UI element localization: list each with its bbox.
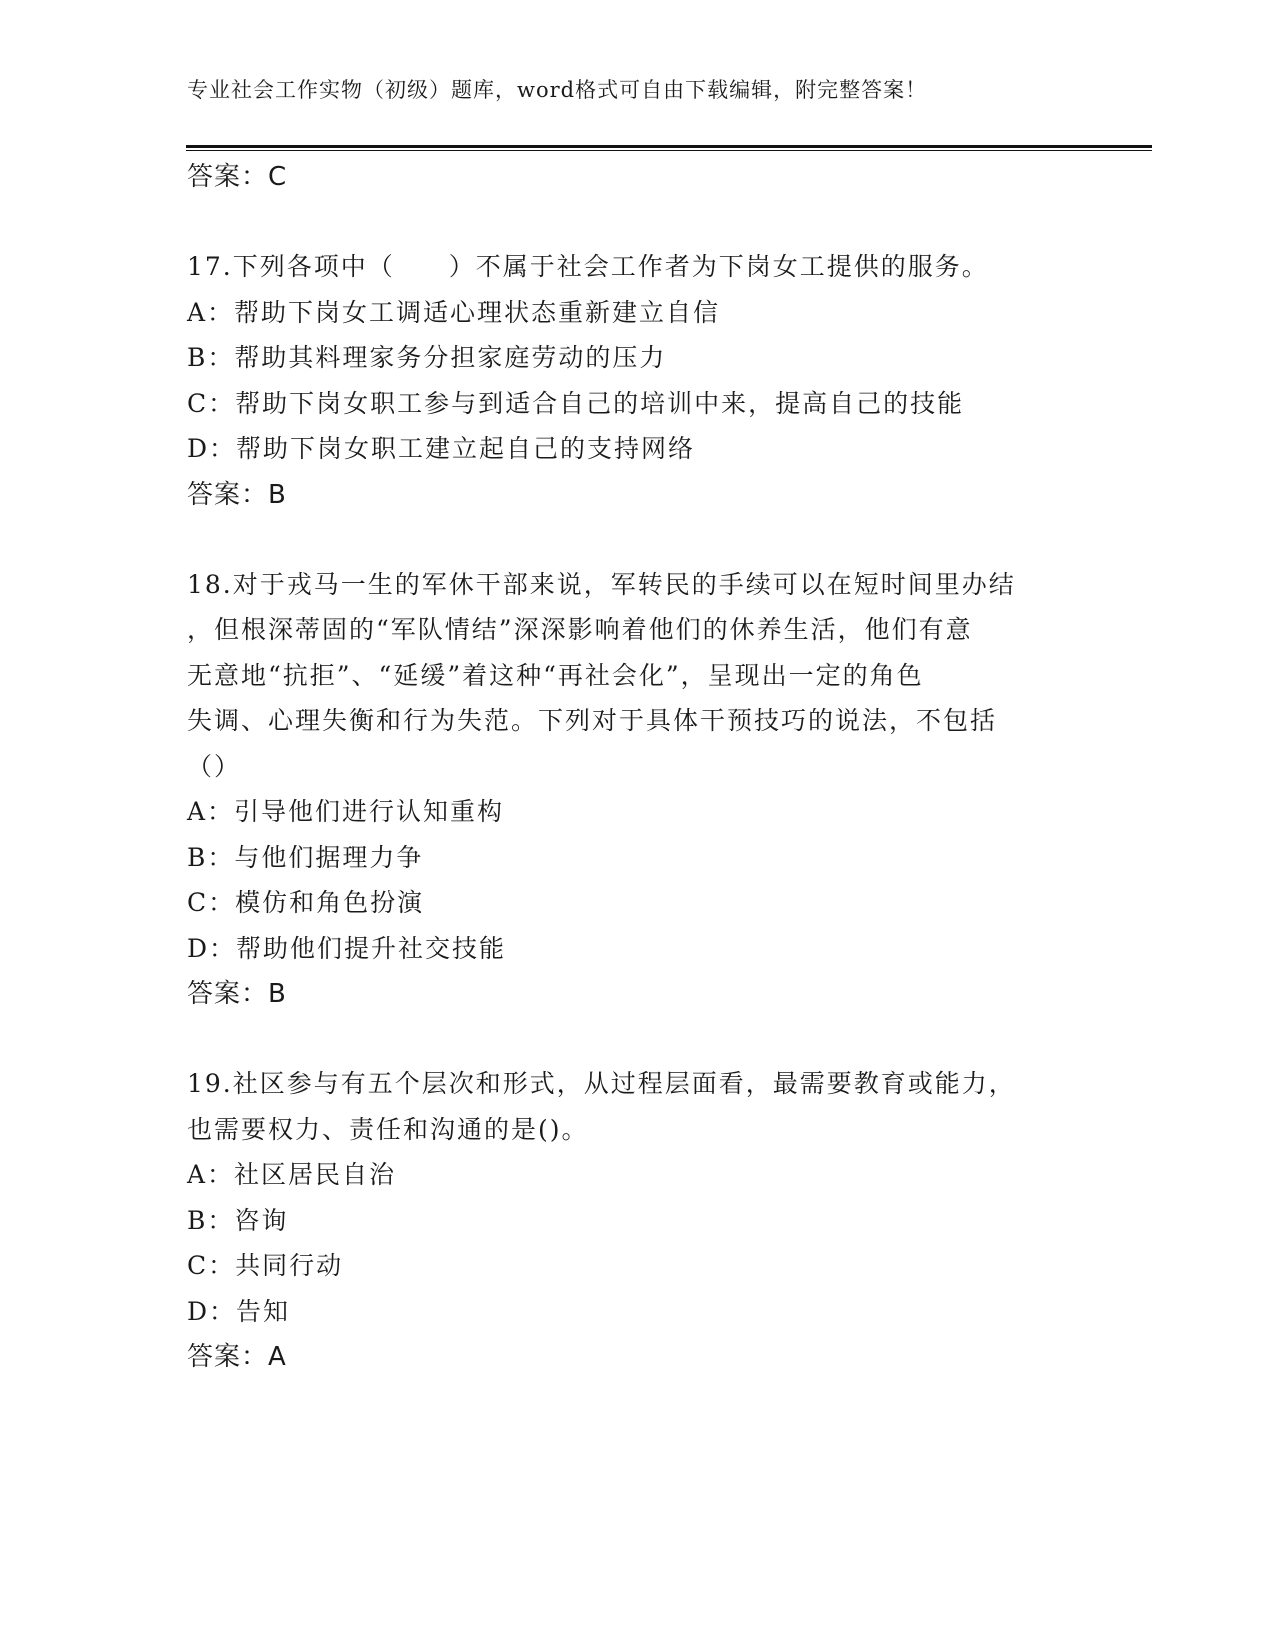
- option-c: C：帮助下岗女职工参与到适合自己的培训中来，提高自己的技能: [187, 388, 965, 418]
- question-stem-line: 18.对于戎马一生的军休干部来说，军转民的手续可以在短时间里办结: [187, 569, 1016, 599]
- spacer: [187, 200, 1087, 244]
- option-d: D：帮助他们提升社交技能: [187, 933, 507, 963]
- header-divider-thick: [186, 145, 1152, 148]
- question-stem-line: 17.下列各项中（ ）不属于社会工作者为下岗女工提供的服务。: [187, 252, 989, 281]
- question-17: [187, 244, 1087, 518]
- question-18: [187, 562, 1087, 1018]
- option-a: A：帮助下岗女工调适心理状态重新建立自信: [187, 297, 721, 327]
- question-stem-line: ，但根深蒂固的“军队情结”深深影响着他们的休养生活，他们有意: [187, 615, 973, 644]
- answer: 答案：B: [187, 979, 287, 1009]
- option-a: A：社区居民自治: [187, 1160, 397, 1189]
- spacer: [187, 1017, 1087, 1061]
- header-divider: [186, 145, 1152, 151]
- option-c: C：共同行动: [187, 1251, 344, 1280]
- option-c: C：模仿和角色扮演: [187, 888, 425, 917]
- document-body: [187, 154, 1087, 1380]
- answer: 答案：B: [187, 479, 287, 510]
- option-a: A：引导他们进行认知重构: [187, 797, 505, 826]
- page-header: 专业社会工作实物（初级）题库，word格式可自由下载编辑，附完整答案！: [187, 78, 928, 102]
- spacer: [187, 518, 1087, 562]
- option-d: D：告知: [187, 1296, 291, 1326]
- option-b: B：帮助其料理家务分担家庭劳动的压力: [187, 343, 667, 372]
- option-b: B：咨询: [187, 1205, 289, 1235]
- header-divider-thin: [186, 150, 1152, 151]
- answer: 答案：A: [187, 1342, 287, 1372]
- previous-answer: 答案：C: [187, 162, 288, 192]
- question-stem-line: 也需要权力、责任和沟通的是()。: [187, 1114, 589, 1144]
- question-stem-line: 19.社区参与有五个层次和形式，从过程层面看，最需要教育或能力，: [187, 1069, 1016, 1098]
- question-stem-line: 无意地“抗拒”、“延缓”着这种“再社会化”，呈现出一定的角色: [187, 660, 924, 690]
- question-stem-line: 失调、心理失衡和行为失范。下列对于具体干预技巧的说法，不包括: [187, 706, 998, 735]
- question-19: [187, 1061, 1087, 1380]
- option-d: D：帮助下岗女职工建立起自己的支持网络: [187, 434, 696, 463]
- question-stem-line: （）: [187, 751, 242, 781]
- option-b: B：与他们据理力争: [187, 842, 424, 872]
